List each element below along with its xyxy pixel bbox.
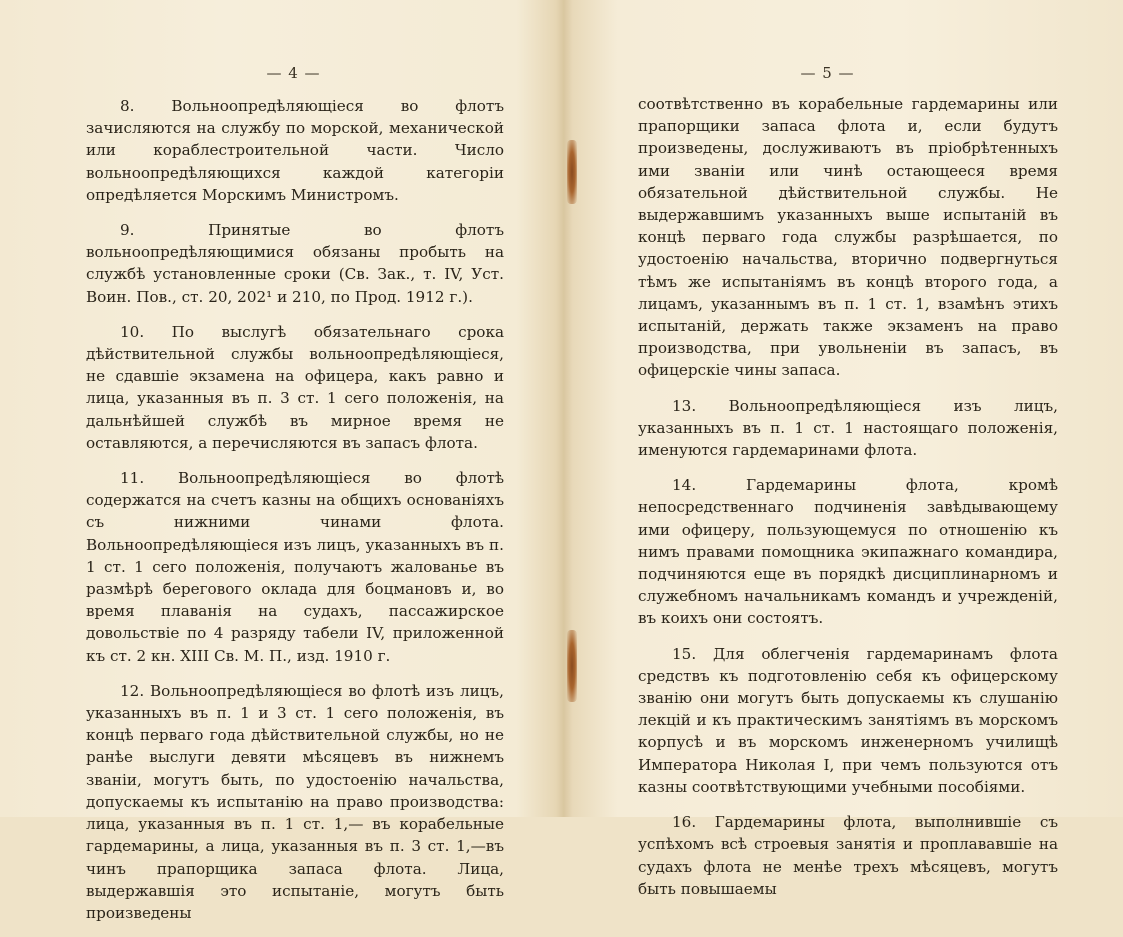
paragraph-9: 9. Принятые во флотъ вольноопредѣляющимися обязаны пробыть на службѣ установленные сроки (Св. Зак., т. IV, Уст. Воин. Пов., ст. 20, 202¹ и 210, по Прод. 1912 г.).	[86, 221, 504, 306]
paragraph-15: 15. Для облегченія гардемаринамъ флота средствъ къ подготовленію себя къ офицерскому званію они могутъ быть допускаемы къ слушанію лекцій и къ практическимъ занятіямъ въ морскомъ корпусѣ и въ морскомъ инженерномъ училищѣ Императора Николая I, при чемъ пользуются отъ казны соотвѣтствующими учебными пособіями.	[638, 644, 1058, 796]
paragraph-14: 14. Гардемарины флота, кромѣ непосредственнаго подчиненія завѣдывающему ими офицеру, пользующемуся по отношенію къ нимъ правами помощника экипажнаго командира, подчиняются еще въ порядкѣ дисциплинарномъ и служебномъ начальникамъ командъ и учрежденій, въ коихъ они состоятъ.	[638, 476, 1058, 628]
paragraph-13: 13. Вольноопредѣляющіеся изъ лицъ, указанныхъ въ п. 1 ст. 1 настоящаго положенія, именуются гардемаринами флота.	[638, 396, 1058, 460]
left-page	[0, 0, 561, 922]
right-page	[562, 0, 1123, 898]
paragraph-10: 10. По выслугѣ обязательнаго срока дѣйствительной службы вольноопредѣляющіеся, не сдавшіе экзамена на офицера, какъ равно и лица, указанныя въ п. 3 ст. 1 сего положенія, на дальнѣйшей службѣ въ мирное время не оставляются, а перечисляются въ запасъ флота.	[86, 322, 504, 452]
paragraph-12-continuation: соотвѣтственно въ корабельные гардемарины или прапорщики запаса флота и, если будутъ произведены, дослуживаютъ въ пріобрѣтенныхъ ими званіи или чинѣ остающееся время обязательной дѣйствительной службы. Не выдержавшимъ указанныхъ выше испытаній въ концѣ перваго года службы разрѣшается, по удостоенію начальства, вторично подвергнуться тѣмъ же испытаніямъ въ концѣ второго года, а лицамъ, указаннымъ въ п. 1 ст. 1, взамѣнъ этихъ испытаній, держать также экзаменъ на право производства, при увольненіи въ запасъ, въ офицерскіе чины запаса.	[638, 95, 1058, 380]
paragraph-16: 16. Гардемарины флота, выполнившіе съ успѣхомъ всѣ строевыя занятія и проплававшіе на судахъ флота не менѣе трехъ мѣсяцевъ, могутъ быть повышаемы	[638, 813, 1058, 898]
page-number: — 5 —	[800, 64, 855, 82]
paragraph-12: 12. Вольноопредѣляющіеся во флотѣ изъ лицъ, указанныхъ въ п. 1 и 3 ст. 1 сего положенія, въ концѣ перваго года дѣйствительной службы, но не ранѣе выслуги девяти мѣсяцевъ въ нижнемъ званіи, могутъ быть, по удостоенію начальства, допускаемы къ испытанію на право производства: лица, указанныя въ п. 1 ст. 1,— въ корабельные гардемарины, а лица, указанныя въ п. 3 ст. 1,—въ чинъ прапорщика запаса флота. Лица, выдержавшія это испытаніе, могутъ быть произведены	[86, 681, 504, 922]
page-number: — 4 —	[266, 64, 321, 82]
page-text	[638, 93, 1058, 913]
paragraph-11: 11. Вольноопредѣляющіеся во флотѣ содержатся на счетъ казны на общихъ основаніяхъ съ нижними чинами флота. Вольноопредѣляющіеся изъ лицъ, указанныхъ въ п. 1 ст. 1 сего положенія, получаютъ жалованье въ размѣрѣ берегового оклада для боцмановъ и, во время плаванія на судахъ, пассажирское довольствіе по 4 разряду табели IV, приложенной къ ст. 2 кн. XIII Св. М. П., изд. 1910 г.	[86, 469, 504, 665]
page-text	[86, 95, 504, 937]
paragraph-8: 8. Вольноопредѣляющіеся во флотъ зачисляются на службу по морской, механической или кораблестроительной части. Число вольноопредѣляющихся каждой категоріи опредѣляется Морскимъ Министромъ.	[86, 97, 504, 204]
